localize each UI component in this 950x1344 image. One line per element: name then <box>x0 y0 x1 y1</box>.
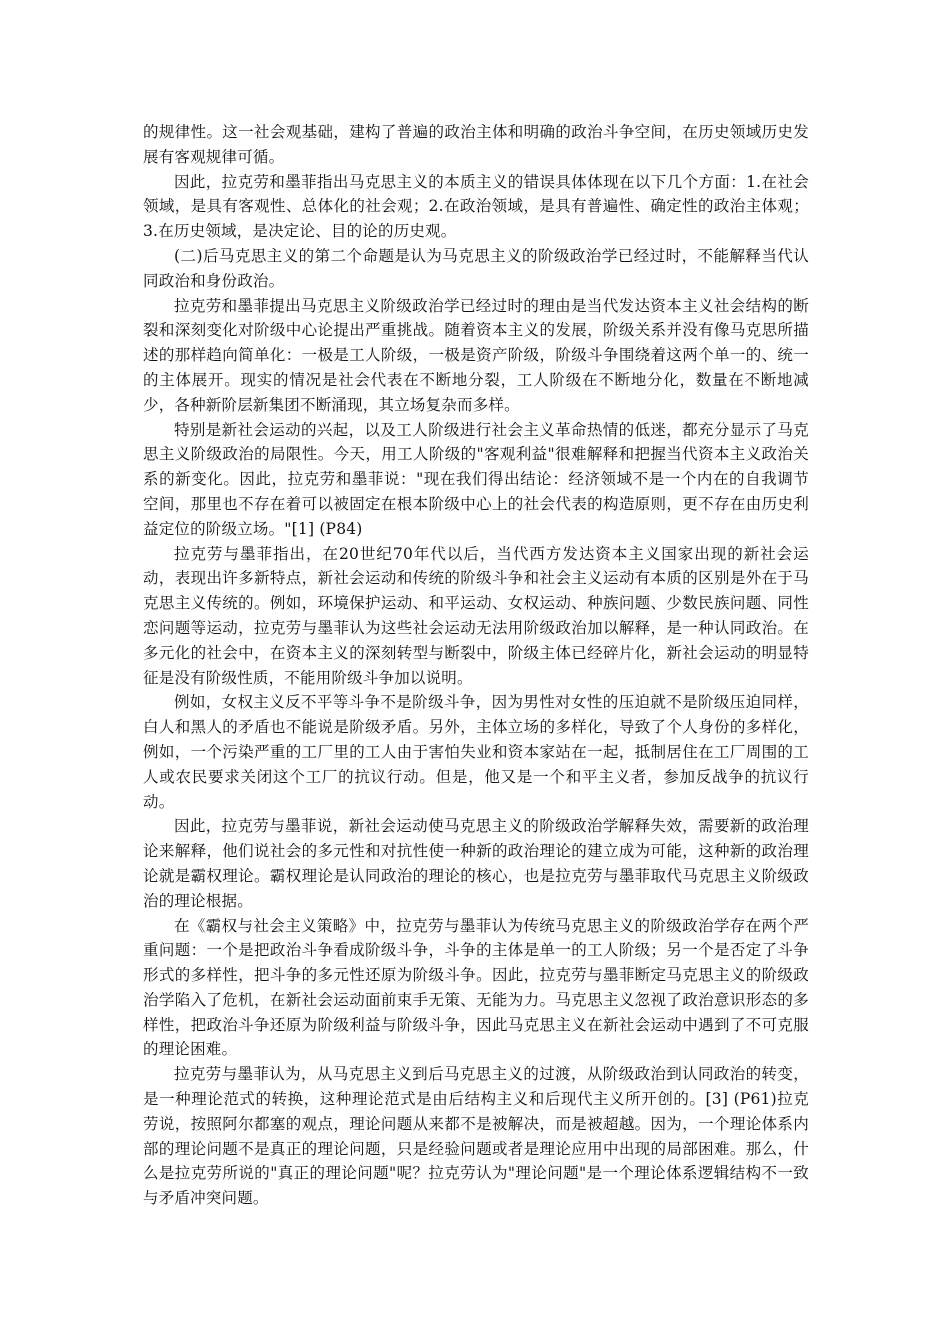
paragraph-class-politics-outdated: 拉克劳和墨菲提出马克思主义阶级政治学已经过时的理由是当代发达资本主义社会结构的断裂和深刻变化对阶级中心论提出严重挑战。随着资本主义的发展，阶级关系并没有像马克思所描述的那样趋向简单化：一极是工人阶级，一极是资产阶级，阶级斗争围绕着这两个单一的、统一的主体展开。现实的情况是社会代表在不断地分裂，工人阶级在不断地分化，数量在不断地减少，各种新阶层新集团不断涌现，其立场复杂而多样。 <box>143 296 809 414</box>
paragraph-second-proposition: (二)后马克思主义的第二个命题是认为马克思主义的阶级政治学已经过时，不能解释当代认同政治和身份政治。 <box>143 246 809 290</box>
document-page <box>143 120 809 1211</box>
paragraph-continuation: 的规律性。这一社会观基础，建构了普遍的政治主体和明确的政治斗争空间，在历史领域历史发展有客观规律可循。 <box>143 123 809 166</box>
paragraph-feminism-example: 例如，女权主义反不平等斗争不是阶级斗争，因为男性对女性的压迫就不是阶级压迫同样，白人和黑人的矛盾也不能说是阶级矛盾。另外，主体立场的多样化，导致了个人身份的多样化，例如，一个污染严重的工厂里的工人由于害怕失业和资本家站在一起，抵制居住在工厂周围的工人或农民要求关闭这个工厂的抗议行动。但是，他又是一个和平主义者，参加反战争的抗议行动。 <box>143 693 809 811</box>
paragraph-new-social-movements: 特别是新社会运动的兴起，以及工人阶级进行社会主义革命热情的低迷，都充分显示了马克思主义阶级政治的局限性。今天，用工人阶级的"客观利益"很难解释和把握当代资本主义政治关系的新变化。因此，拉克劳和墨菲说："现在我们得出结论：经济领域不是一个内在的自我调节空间，那里也不存在着可以被固定在根本阶级中心上的社会代表的构造原则，更不存在由历史利益定位的阶级立场。"[1] (P84) <box>143 420 809 538</box>
paragraph-hegemony-theory: 因此，拉克劳与墨菲说，新社会运动使马克思主义的阶级政治学解释失效，需要新的政治理论来解释，他们说社会的多元性和对抗性使一种新的政治理论的建立成为可能，这种新的政治理论就是霸权理论。霸权理论是认同政治的理论的核心，也是拉克劳与墨菲取代马克思主义阶级政治的理论根据。 <box>143 817 809 910</box>
paragraph-1970s-movements: 拉克劳与墨菲指出，在20世纪70年代以后，当代西方发达资本主义国家出现的新社会运动，表现出许多新特点，新社会运动和传统的阶级斗争和社会主义运动有本质的区别是外在于马克思主义传统的。例如，环境保护运动、和平运动、女权运动、种族问题、少数民族问题、同性恋问题等运动，拉克劳与墨菲认为这些社会运动无法用阶级政治加以解释，是一种认同政治。在多元化的社会中，在资本主义的深刻转型与断裂中，阶级主体已经碎片化，新社会运动的明显特征是没有阶级性质，不能用阶级斗争加以说明。 <box>143 544 809 687</box>
paragraph-hegemony-strategy: 在《霸权与社会主义策略》中，拉克劳与墨菲认为传统马克思主义的阶级政治学存在两个严重问题：一个是把政治斗争看成阶级斗争，斗争的主体是单一的工人阶级；另一个是否定了斗争形式的多样性，把斗争的多元性还原为阶级斗争。因此，拉克劳与墨菲断定马克思主义的阶级政治学陷入了危机，在新社会运动面前束手无策、无能为力。马克思主义忽视了政治意识形态的多样性，把政治斗争还原为阶级利益与阶级斗争，因此马克思主义在新社会运动中遇到了不可克服的理论困难。 <box>143 916 809 1059</box>
paragraph-essentialism-errors: 因此，拉克劳和墨菲指出马克思主义的本质主义的错误具体体现在以下几个方面：1.在社会领域，是具有客观性、总体化的社会观；2.在政治领域，是具有普遍性、确定性的政治主体观；3.在历史领域，是决定论、目的论的历史观。 <box>143 172 809 241</box>
paragraph-paradigm-shift: 拉克劳与墨菲认为，从马克思主义到后马克思主义的过渡，从阶级政治到认同政治的转变，是一种理论范式的转换，这种理论范式是由后结构主义和后现代主义所开创的。[3] (P61)拉克劳说，按照阿尔都塞的观点，理论问题从来都不是被解决，而是被超越。因为，一个理论体系内部的理论问题不是真正的理论问题，只是经验问题或者是理论应用中出现的局部困难。那么，什么是拉克劳所说的"真正的理论问题"呢？拉克劳认为"理论问题"是一个理论体系逻辑结构不一致与矛盾冲突问题。 <box>143 1065 809 1208</box>
